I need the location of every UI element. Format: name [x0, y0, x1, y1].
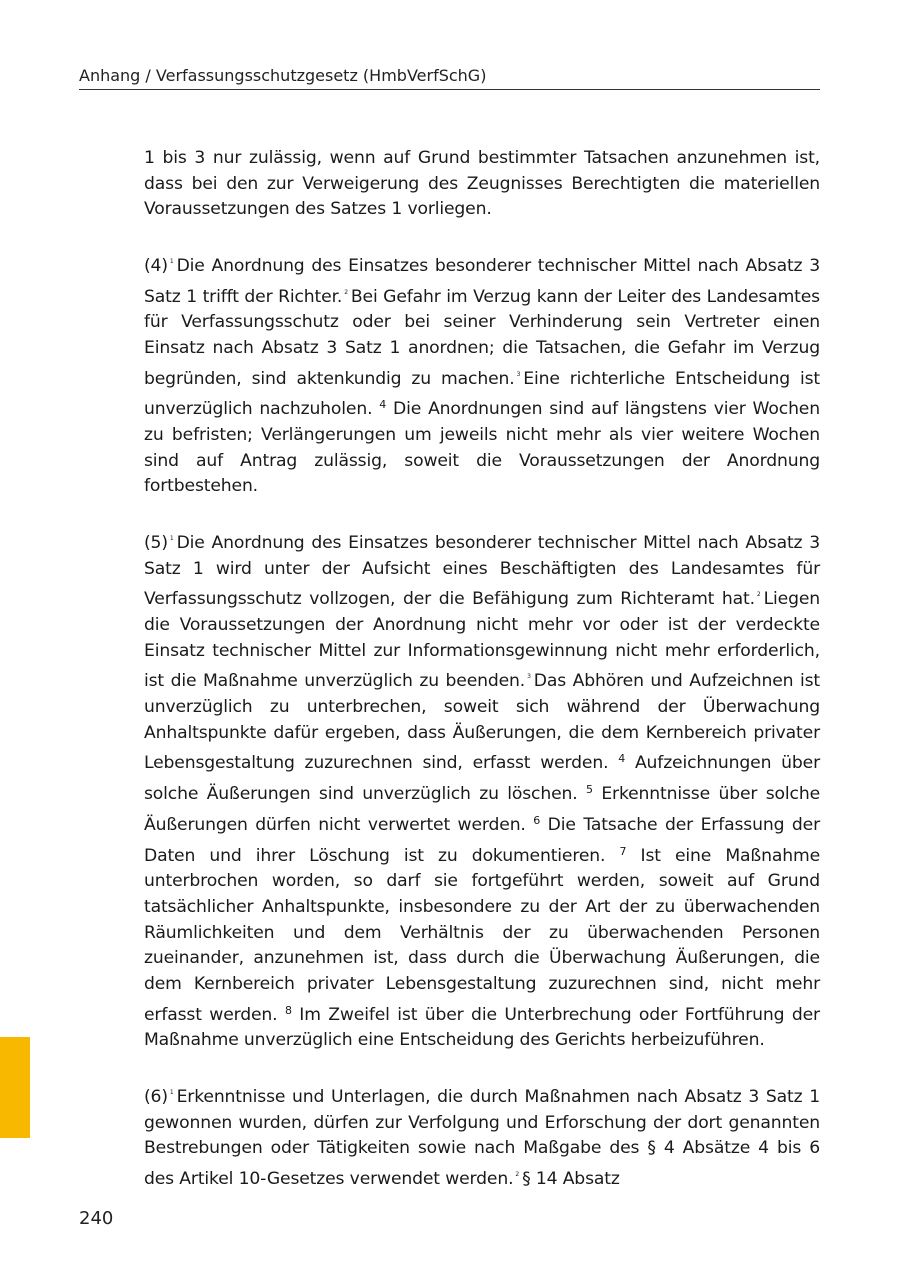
- running-header: Anhang / Verfassungsschutzgesetz (HmbVerfSchG): [79, 66, 820, 90]
- document-body: [144, 146, 820, 1218]
- sentence-text: Ist eine Maßnahme unterbrochen worden, so darf sie fortgeführt werden, soweit auf Grund tatsächlicher Anhaltspunkte, insbesondere zu der Art der zu überwachenden Räumlichkeiten und dem Verhältnis der zu überwachenden Personen zueinander, anzunehmen ist, dass durch die Überwachung Äußerungen, die dem Kernbereich privater Lebensgestaltung zuzurechnen sind, nicht mehr erfasst werden.: [144, 845, 820, 1025]
- paragraph-6: [144, 1080, 820, 1193]
- sentence-number: 3: [527, 673, 531, 681]
- sentence-number: 7: [619, 844, 627, 858]
- sentence-text: § 14 Absatz: [522, 1168, 620, 1189]
- sentence-text: Aufzeichnungen über solche Äußerungen sind unverzüglich zu löschen.: [144, 753, 820, 805]
- sentence-number: 2: [344, 288, 348, 296]
- sentence-text: 1 bis 3 nur zulässig, wenn auf Grund bestimmter Tatsachen anzunehmen ist, dass bei den zur Verweigerung des Zeugnisses Berechtigten die materiellen Voraussetzungen des Satzes 1 vorliegen.: [144, 148, 820, 220]
- sentence-text: Die Anordnungen sind auf längstens vier Wochen zu befristen; Verlängerungen um jeweils nicht mehr als vier weitere Wochen sind auf Antrag zulässig, soweit die Voraussetzungen der Anordnung fortbestehen.: [144, 399, 820, 497]
- sentence-number: 3: [516, 370, 521, 378]
- paragraph-label: (4): [144, 255, 168, 276]
- sentence-number: 1: [169, 257, 174, 265]
- sentence-number: 2: [756, 591, 761, 599]
- chapter-thumb-marker: [0, 1037, 30, 1138]
- paragraph-continuation: [144, 146, 820, 223]
- sentence-number: 1: [169, 1088, 174, 1096]
- sentence-text: Die Tatsache der Erfassung der Daten und ihrer Löschung ist zu dokumentieren.: [144, 814, 820, 866]
- paragraph-5: [144, 526, 820, 1054]
- sentence-number: 1: [169, 534, 174, 542]
- sentence-text: Bei Gefahr im Verzug kann der Leiter des Landesamtes für Verfassungsschutz oder bei seiner Verhinderung sein Vertreter einen Einsatz nach Absatz 3 Satz 1 anordnen; die Tatsachen, die Gefahr im Verzug begründen, sind aktenkundig zu machen.: [144, 286, 820, 389]
- sentence-text: Die Anordnung des Einsatzes besonderer technischer Mittel nach Absatz 3 Satz 1 trifft der Richter.: [144, 255, 820, 307]
- sentence-text: Im Zweifel ist über die Unterbrechung oder Fortführung der Maßnahme unverzüglich eine Entscheidung des Gerichts herbeizuführen.: [144, 1004, 820, 1051]
- sentence-text: Liegen die Voraussetzungen der Anordnung nicht mehr vor oder ist der verdeckte Einsatz technischer Mittel zur Informationsgewinnung nicht mehr erforderlich, ist die Maßnahme unverzüglich zu beenden.: [144, 589, 820, 692]
- sentence-text: Die Anordnung des Einsatzes besonderer technischer Mittel nach Absatz 3 Satz 1 wird unter der Aufsicht eines Beschäftigten des Landesamtes für Verfassungsschutz vollzogen, der die Befähigung zum Richteramt hat.: [144, 532, 820, 610]
- sentence-number: 2: [515, 1170, 520, 1178]
- sentence-text: Erkenntnisse über solche Äußerungen dürfen nicht verwertet werden.: [144, 784, 820, 835]
- sentence-number: 4: [379, 398, 387, 412]
- sentence-text: Das Abhören und Aufzeichnen ist unverzüglich zu unterbrechen, soweit sich während der Überwachung Anhaltspunkte dafür ergeben, dass Äußerungen, die dem Kernbereich privater Lebensgestaltung zuzurechnen sind, erfasst werden.: [144, 671, 820, 774]
- page-number: 240: [79, 1208, 114, 1229]
- sentence-number: 6: [533, 813, 541, 827]
- sentence-number: 4: [618, 752, 626, 766]
- sentence-number: 5: [586, 783, 593, 797]
- paragraph-label: (5): [144, 532, 168, 553]
- sentence-text: Erkenntnisse und Unterlagen, die durch Maßnahmen nach Absatz 3 Satz 1 gewonnen wurden, dürfen zur Verfolgung und Erforschung der dort genannten Bestrebungen oder Tätigkeiten sowie nach Maßgabe des § 4 Absätze 4 bis 6 des Artikel 10-Gesetzes verwendet werden.: [144, 1086, 820, 1189]
- paragraph-label: (6): [144, 1086, 168, 1107]
- sentence-text: Eine richterliche Entscheidung ist unverzüglich nachzuholen.: [144, 368, 820, 420]
- sentence-number: 8: [284, 1003, 292, 1017]
- paragraph-4: [144, 249, 820, 500]
